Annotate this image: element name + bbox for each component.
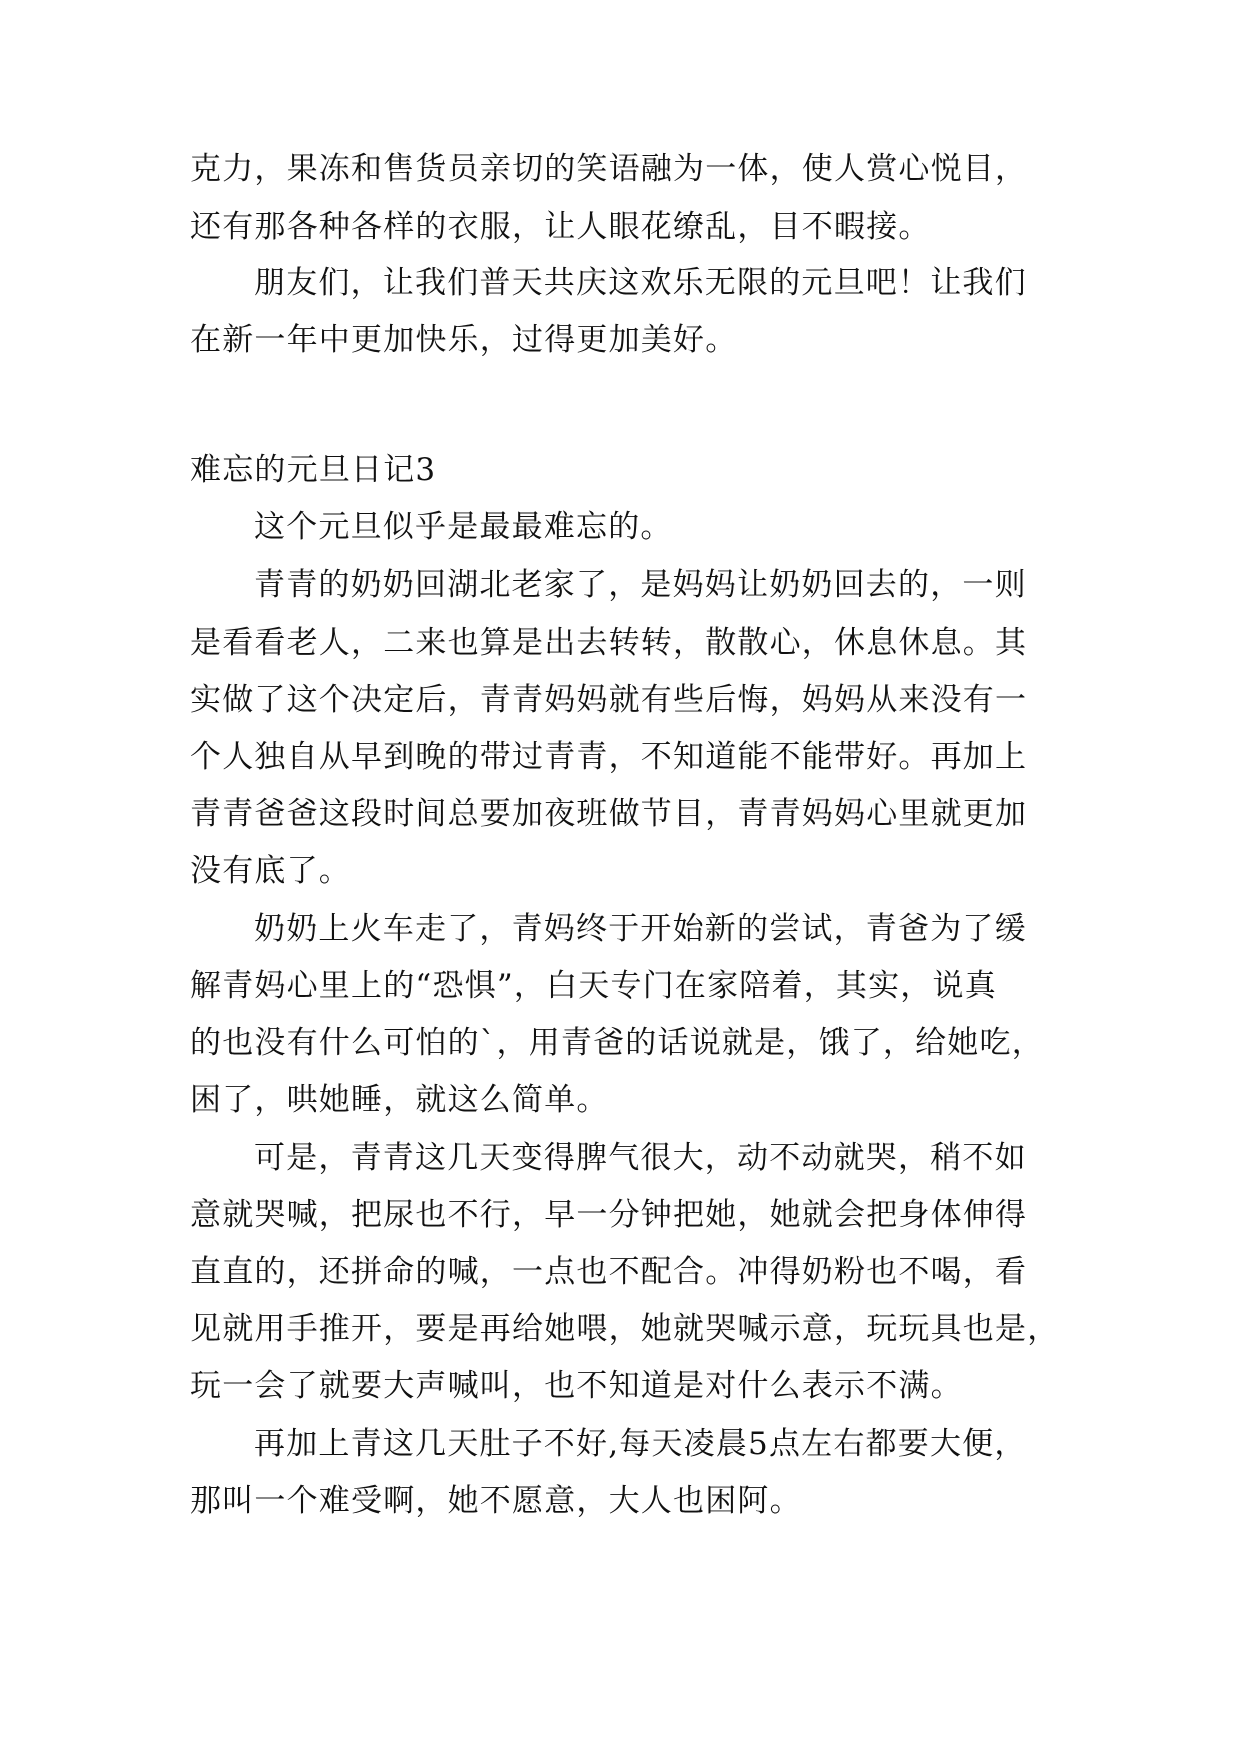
paragraph-line: 实做了这个决定后，青青妈妈就有些后悔，妈妈从来没有一 (190, 682, 1028, 718)
paragraph-line: 克力，果冻和售货员亲切的笑语融为一体，使人赏心悦目， (190, 151, 1028, 187)
paragraph-line: 在新一年中更加快乐，过得更加美好。 (190, 322, 738, 358)
paragraph-line: 解青妈心里上的“恐惧”，白天专门在家陪着，其实，说真 (190, 968, 997, 1004)
paragraph-line: 见就用手推开，要是再给她喂，她就哭喊示意，玩玩具也是， (190, 1311, 1060, 1347)
paragraph-line: 再加上青这几天肚子不好,每天凌晨5点左右都要大便， (254, 1426, 1027, 1462)
paragraph-line: 个人独自从早到晚的带过青青，不知道能不能带好。再加上 (190, 739, 1028, 775)
section-title: 难忘的元旦日记3 (190, 452, 437, 488)
paragraph-line: 的也没有什么可怕的`，用青爸的话说就是，饿了，给她吃， (190, 1025, 1044, 1061)
paragraph-line: 朋友们，让我们普天共庆这欢乐无限的元旦吧！让我们 (254, 265, 1027, 301)
paragraph-line: 青青爸爸这段时间总要加夜班做节目，青青妈妈心里就更加 (190, 796, 1028, 832)
paragraph-line: 奶奶上火车走了，青妈终于开始新的尝试，青爸为了缓 (254, 911, 1027, 947)
paragraph-line: 是看看老人，二来也算是出去转转，散散心，休息休息。其 (190, 625, 1028, 661)
paragraph-line: 玩一会了就要大声喊叫，也不知道是对什么表示不满。 (190, 1368, 963, 1404)
paragraph-line: 直直的，还拼命的喊，一点也不配合。冲得奶粉也不喝，看 (190, 1254, 1028, 1290)
paragraph-line: 意就哭喊，把尿也不行，早一分钟把她，她就会把身体伸得 (190, 1197, 1028, 1233)
paragraph-line: 青青的奶奶回湖北老家了，是妈妈让奶奶回去的，一则 (254, 567, 1027, 603)
paragraph-line: 这个元旦似乎是最最难忘的。 (254, 509, 673, 545)
paragraph-line: 困了，哄她睡，就这么简单。 (190, 1082, 609, 1118)
paragraph-line: 还有那各种各样的衣服，让人眼花缭乱，目不暇接。 (190, 209, 931, 245)
paragraph-line: 可是，青青这几天变得脾气很大，动不动就哭，稍不如 (254, 1140, 1027, 1176)
paragraph-line: 那叫一个难受啊，她不愿意，大人也困阿。 (190, 1483, 802, 1519)
paragraph-line: 没有底了。 (190, 853, 351, 889)
